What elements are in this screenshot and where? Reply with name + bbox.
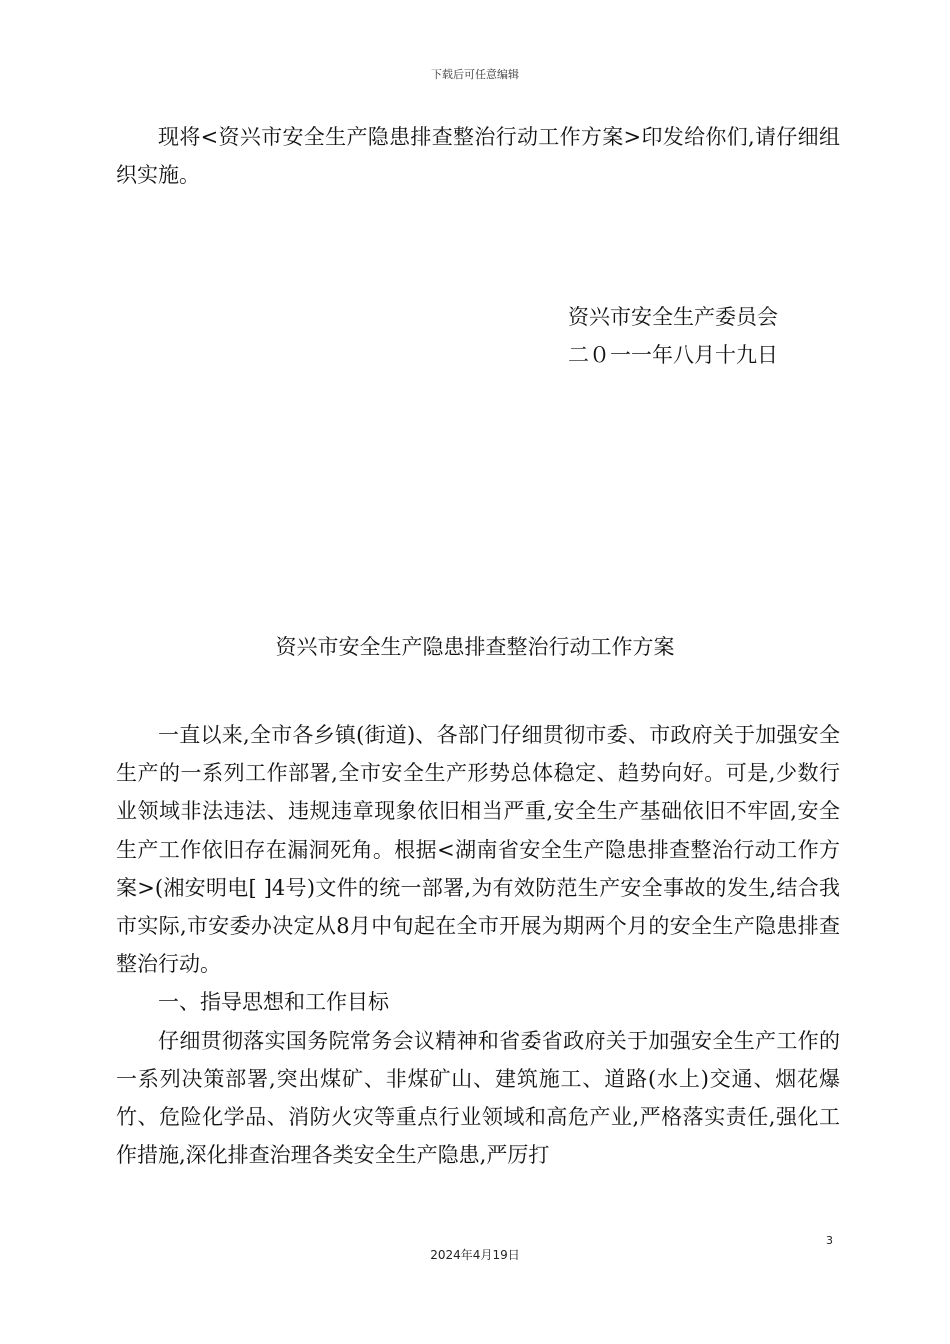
section-heading: 一、指导思想和工作目标 xyxy=(158,990,389,1015)
document-body xyxy=(116,716,840,1174)
body-paragraph: 一直以来,全市各乡镇(街道)、各部门仔细贯彻市委、市政府关于加强安全生产的一系列工作部署,全市安全生产形势总体稳定、趋势向好。可是,少数行业领域非法违法、违规违章现象依旧相当严重,安全生产基础依旧不牢固,安全生产工作依旧存在漏洞死角。根据<湖南省安全生产隐患排查整治行动工作方案>(湘安明电[ ]4号)文件的统一部署,为有效防范生产安全事故的发生,结合我市实际,市安委办决定从8月中旬起在全市开展为期两个月的安全生产隐患排查整治行动。 xyxy=(116,723,840,977)
intro-paragraph: 现将<资兴市安全生产隐患排查整治行动工作方案>印发给你们,请仔细组织实施。 xyxy=(116,125,840,187)
page-number: 3 xyxy=(826,1234,833,1247)
signature-organization: 资兴市安全生产委员会 xyxy=(568,305,778,329)
header-note: 下载后可任意编辑 xyxy=(431,68,519,81)
body-paragraph: 仔细贯彻落实国务院常务会议精神和省委省政府关于加强安全生产工作的一系列决策部署,突出煤矿、非煤矿山、建筑施工、道路(水上)交通、烟花爆竹、危险化学品、消防火灾等重点行业领域和高危产业,严格落实责任,强化工作措施,深化排查治理各类安全生产隐患,严厉打 xyxy=(116,1028,840,1168)
footer-date: 2024年4月19日 xyxy=(430,1248,520,1262)
document-title: 资兴市安全生产隐患排查整治行动工作方案 xyxy=(275,635,675,659)
signature-date: 二０一一年八月十九日 xyxy=(568,343,778,367)
